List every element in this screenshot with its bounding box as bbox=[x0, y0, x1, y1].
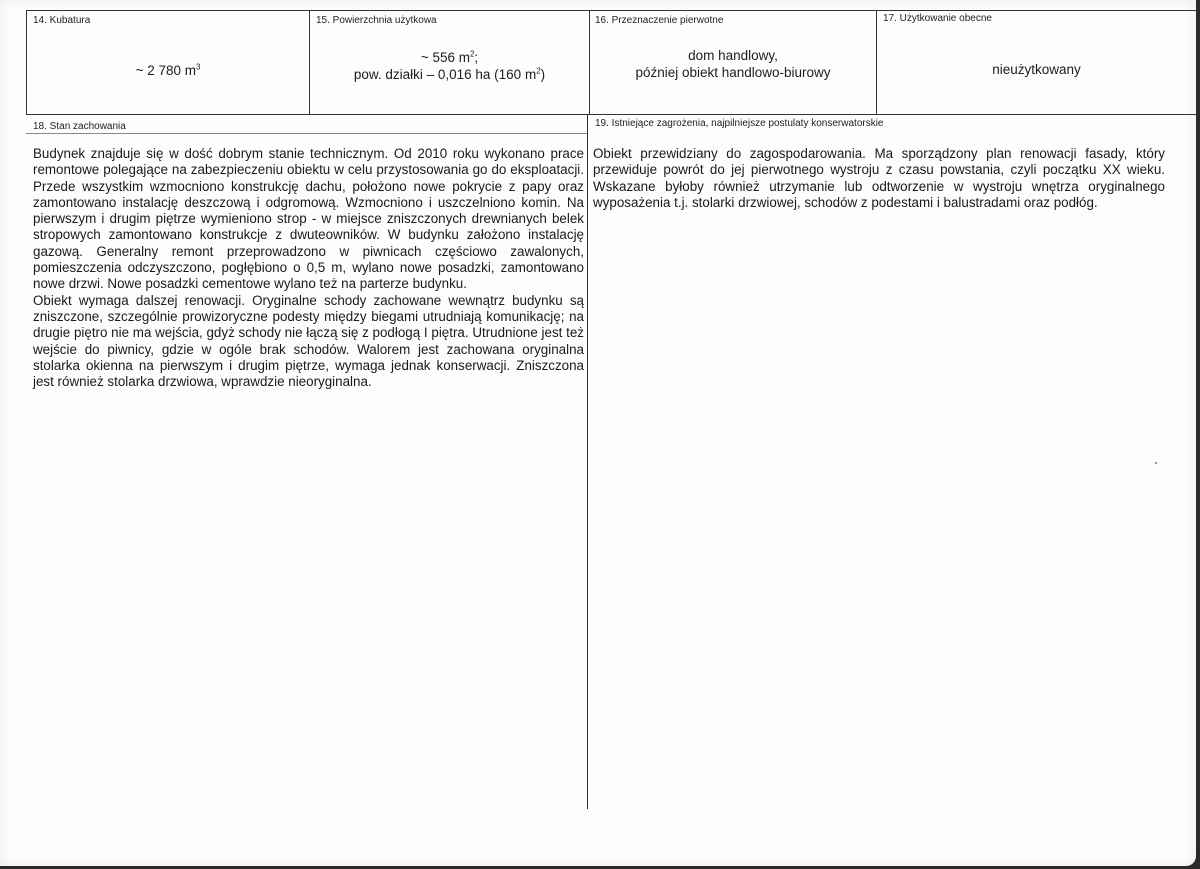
field-19-label: 19. Istniejące zagrożenia, najpilniejsze postulaty konserwatorskie bbox=[595, 118, 884, 129]
plot-area-exponent: 2 bbox=[536, 66, 541, 76]
original-purpose-line2: później obiekt handlowo-biurowy bbox=[635, 65, 831, 80]
col-divider-18-19 bbox=[587, 114, 588, 809]
threats-paragraph: Obiekt przewidziany do zagospodarowania. Ma sporządzony plan renowacji fasady, który przewiduje powrót do jej pierwotnego wystroju z czasu powstania, czyli początku XX wieku. Wskazane byłoby również utrzymanie lub odtworzenie w wystroju wnętrza oryginalnego wyposażenia t.j. stolarki drzwiowej, schodów z podestami i balustradami oraz podłóg. bbox=[593, 146, 1165, 210]
field-18-text bbox=[33, 146, 584, 390]
field-17-value bbox=[877, 30, 1196, 108]
usable-area-exponent: 2 bbox=[469, 49, 475, 59]
condition-paragraph-2: Obiekt wymaga dalszej renowacji. Oryginalne schody zachowane wewnątrz budynku są zniszczone, szczególnie prowizoryczne podesty między biegami utrudniają komunikację; na drugie piętro nie ma wejścia, gdyż schody nie łączą się z podłogą I piętra. Utrudnione jest też wejście do piwnicy, gdzie w ogóle brak schodów. Walorem jest zachowana oryginalna stolarka okienna na pierwszym i drugim piętrze, wymaga jednak konserwacji. Zniszczona jest również stolarka drzwiowa, wprawdzie nieoryginalna. bbox=[33, 292, 584, 390]
label-underline-18 bbox=[26, 133, 587, 134]
original-purpose-line1: dom handlowy, bbox=[688, 48, 778, 63]
field-17-label: 17. Użytkowanie obecne bbox=[883, 13, 992, 24]
field-18-label: 18. Stan zachowania bbox=[33, 121, 126, 132]
field-14-value bbox=[27, 30, 309, 110]
field-19-text bbox=[593, 146, 1165, 211]
scan-speck bbox=[1155, 462, 1157, 464]
field-15-label: 15. Powierzchnia użytkowa bbox=[316, 15, 437, 26]
top-border bbox=[26, 10, 1196, 11]
field-16-label: 16. Przeznaczenie pierwotne bbox=[595, 15, 724, 26]
field-14-label: 14. Kubatura bbox=[33, 15, 91, 26]
cubature-value: ~ 2 780 m bbox=[135, 62, 196, 78]
cubature-unit-exponent: 3 bbox=[195, 62, 201, 71]
current-use-value: nieużytkowany bbox=[992, 61, 1081, 77]
condition-paragraph-1: Budynek znajduje się w dość dobrym stanie technicznym. Od 2010 roku wykonano prace remontowe polegające na zabezpieczeniu obiektu w celu przystosowania go do eksploatacji. Przede wszystkim wzmocniono konstrukcję dachu, położono nowe pokrycie z papy oraz zamontowano instalację deszczową i odgromową. Wzmocniono i uszczelniono komin. Na pierwszym i drugim piętrze wymieniono strop - w miejsce zniszczonych drewnianych belek stropowych zamontowano konstrukcje z dwuteowników. W budynku założono instalację gazową. Generalny remont przeprowadzono w piwnicach częściowo zawalonych, pomieszczenia odczyszczono, pogłębiono o 0,5 m, wylano nowe posadzki, zamontowano nowe drzwi. Nowe posadzki cementowe wylano też na parterze budynku. bbox=[33, 146, 584, 292]
field-16-value bbox=[590, 38, 876, 90]
plot-area-value: pow. działki – 0,016 ha (160 m bbox=[353, 67, 537, 82]
usable-area-value: ~ 556 m bbox=[420, 50, 470, 65]
row-divider bbox=[26, 114, 1196, 115]
field-15-value: ~ 556 $m^2$; pow. działki – 0,016 ha (160 $m^2$) bbox=[353, 49, 546, 82]
